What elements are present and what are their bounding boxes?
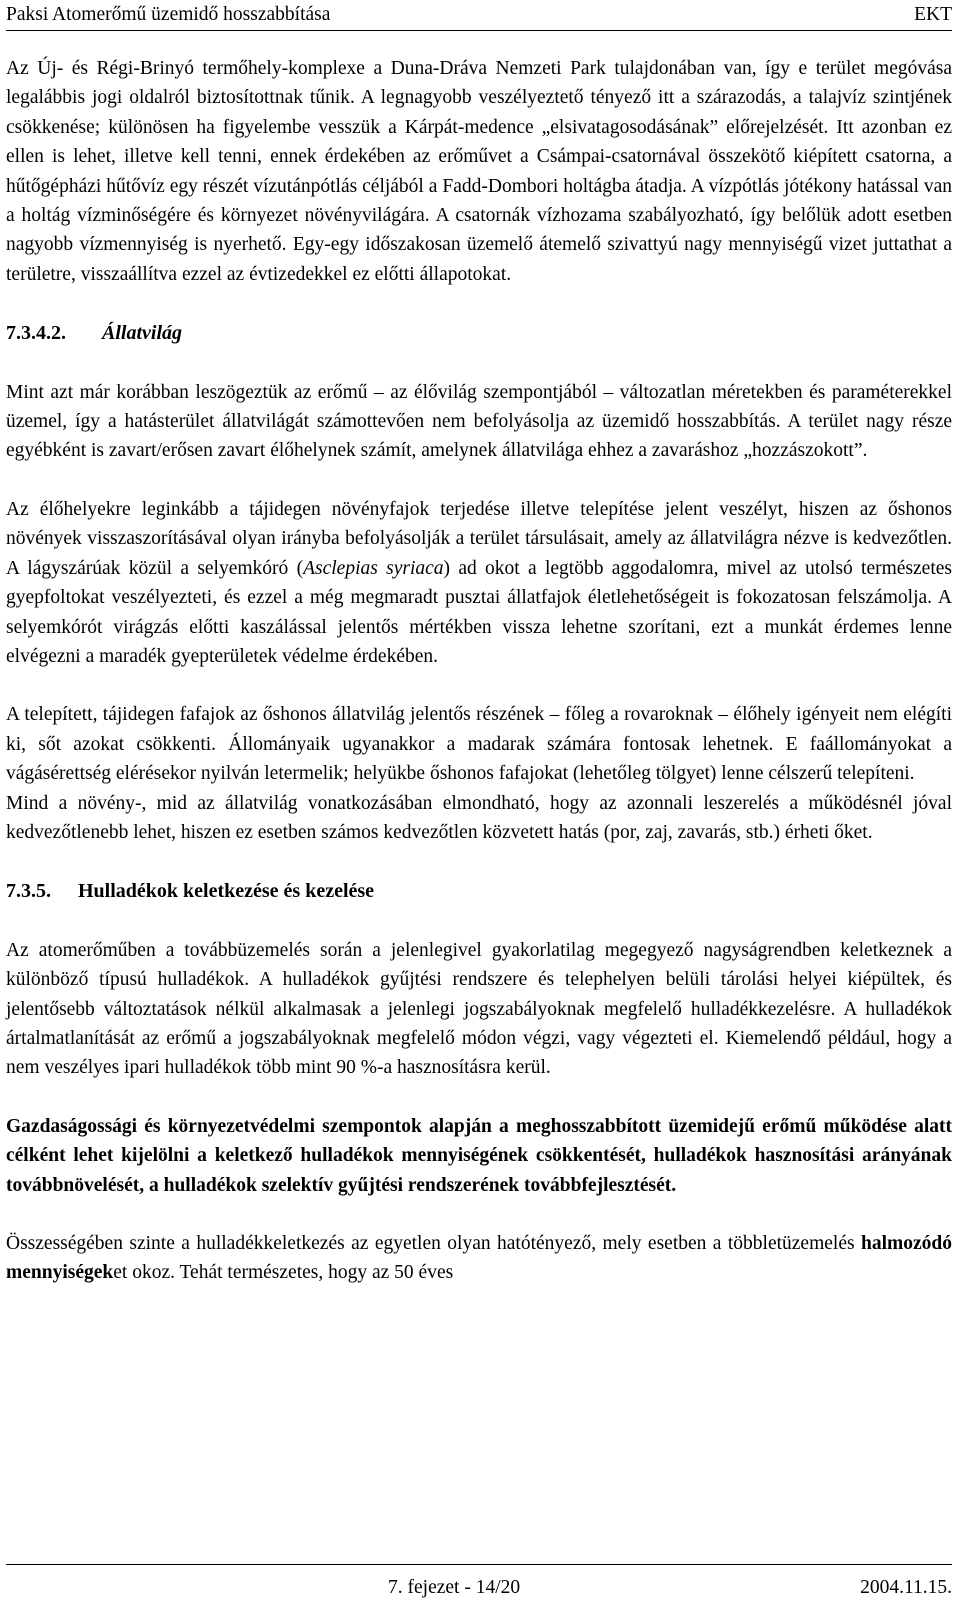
section-title: Állatvilág — [102, 322, 182, 345]
latin-species-name: Asclepias syriaca — [303, 557, 444, 579]
page-header — [6, 0, 952, 31]
document-date: 2004.11.15. — [860, 1577, 952, 1598]
text-segment: ) ad okot a legtöbb aggodalomra, mivel az utolsó természetes gyepfoltokat veszélyezteti, és ezzel a még megmaradt pusztai állatfajok életlehetőségeit is fokozatosan felszámolja. A selyemkórót virágzás előtti kaszálással jelentős mértékben vissza lehetne szorítani, ezt a munkát érdemes lenne elvégezni a maradék gyepterületek védelme érdekében. — [6, 557, 952, 667]
section-number: 7.3.5. — [6, 880, 51, 903]
document-body — [6, 54, 952, 1288]
emphasized-text: halmozódó mennyiségek — [6, 1233, 952, 1284]
page-footer — [6, 1564, 952, 1605]
organization-label: EKT — [914, 4, 952, 25]
paragraph-celkitűzes: Gazdaságossági és környezetvédelmi szempontok alapján a meghosszabbított üzemidejű erőmű működése alatt célként lehet kijelölni a keletkező hulladékok mennyiségének csökkentését, hulladékok hasznosítási arányának továbbnövelését, a hulladékok szelektív gyűjtési rendszerének továbbfejlesztését. — [6, 1115, 952, 1196]
document-title: Paksi Atomerőmű üzemidő hosszabbítása — [6, 4, 331, 25]
paragraph-tajidegen-novenyek — [6, 495, 952, 671]
paragraph-brinyo: Az Új- és Régi-Brinyó termőhely-komplexe a Duna-Dráva Nemzeti Park tulajdonában van, így e terület megóvása legalábbis jogi oldalról biztosítottnak tűnik. A legnagyobb veszélyeztető tényező itt a szárazodás, a talajvíz szintjének csökkenése; különösen ha figyelembe vesszük a Kárpát-medence „elsivatagosodásának” előrejelzését. Itt azonban ez ellen is lehet, illetve kell tenni, ennek érdekében az erőművet a Csámpai-csatornával összekötő kiépített csatorna, a hűtőgépházi hűtővíz egy részét vízutánpótlás céljából a Fadd-Dombori holtágba átadja. A vízpótlás jótékony hatással van a holtág vízminőségére és környezet növényvilágára. A csatornák vízhozama szabályozható, így belőlük adott esetben nagyobb vízmennyiség is nyerhető. Egy-egy időszakosan üzemelő átemelő szivattyú nagy mennyiségű vizet juttathat a területre, visszaállítva ezzel az évtizedekkel ez előtti állapotokat. — [6, 58, 952, 285]
paragraph-telepitett-fafajok: A telepített, tájidegen fafajok az őshonos állatvilág jelentős részének – főleg a rovaroknak – élőhely igényeit nem elégíti ki, sőt azokat csökkenti. Állományaik ugyanakkor a madarak számára fontosak lehetnek. E faállományokat a vágásérettség elérésekor nyilván letermelik; helyükbe őshonos fafajokat (lehetőleg tölgyet) lenne célszerű telepíteni. — [6, 704, 952, 785]
section-number: 7.3.4.2. — [6, 322, 66, 345]
text-segment: Összességében szinte a hulladékkeletkezés az egyetlen olyan hatótényező, mely esetben a többletüzemelés — [6, 1233, 861, 1254]
paragraph-hulladekok: Az atomerőműben a továbbüzemelés során a jelenlegivel gyakorlatilag megegyező nagyságrendben keletkeznek a különböző típusú hulladékok. A hulladékok gyűjtési rendszere és telephelyen belüli tárolási helyei kiépültek, és jelentősebb változtatások nélkül alkalmasak a jelenlegi jogszabályoknak megfelelő hulladékkezelésre. A hulladékok ártalmatlanítását az erőmű a jogszabályoknak megfelelő módon végzi, vagy végezteti el. Kiemelendő például, hogy a nem veszélyes ipari hulladékok több mint 90 %-a hasznosításra kerül. — [6, 939, 952, 1079]
paragraph-osszessegeben — [6, 1229, 952, 1288]
section-heading-hulladekok — [6, 877, 952, 906]
paragraph-azonnali-leszereles: Mind a növény-, mid az állatvilág vonatkozásában elmondható, hogy az azonnali leszerelés a működésnél jóval kedvezőtlenebb lehet, hiszen ez esetben számos kedvezőtlen közvetett hatás (por, zaj, zavarás, stb.) érheti őket. — [6, 792, 952, 843]
paragraph-allatvilag-intro: Mint azt már korábban leszögeztük az erőmű – az élővilág szempontjából – változatlan méretekben és paraméterekkel üzemel, így a hatásterület állatvilágát számottevően nem befolyásolja az üzemidő hosszabbítás. A terület nagy része egyébként is zavart/erősen zavart élőhelynek számít, amelynek állatvilága ehhez a zavaráshoz „hozzászokott”. — [6, 381, 952, 462]
section-title: Hulladékok keletkezése és kezelése — [78, 880, 375, 903]
text-segment: Az élőhelyekre leginkább a tájidegen növényfajok terjedése illetve telepítése jelent veszélyt, hiszen az őshonos növények visszaszorításával olyan irányba befolyásolják a terület társulásait, amely az állatvilágra nézve is kedvezőtlen. A lágyszárúak közül a selyemkóró ( — [6, 498, 952, 579]
page-number: 7. fejezet - 14/20 — [388, 1577, 521, 1598]
section-heading-allatvilag — [6, 319, 952, 348]
text-segment: et okoz. Tehát természetes, hogy az 50 éves — [113, 1262, 454, 1284]
